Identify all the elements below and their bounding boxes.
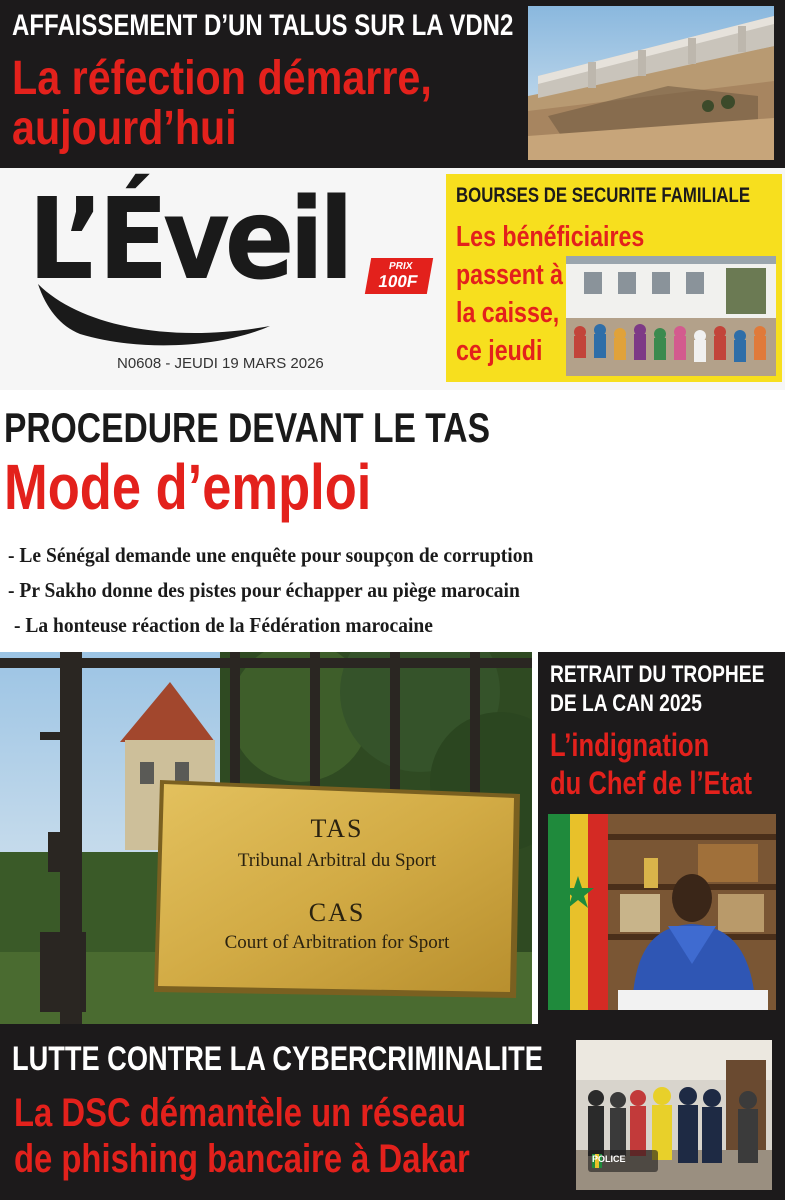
main-story-kicker: PROCEDURE DEVANT LE TAS <box>4 404 490 451</box>
police-arrest-photo <box>576 1040 772 1190</box>
plaque-line: CAS <box>308 898 366 927</box>
plaque-line: Tribunal Arbitral du Sport <box>237 850 437 871</box>
bourses-headline-line: ce jeudi <box>456 335 543 367</box>
vdn2-overpass-photo <box>528 6 774 160</box>
retrait-kicker: RETRAIT DU TROPHEE DE LA CAN 2025 <box>550 661 765 717</box>
bullet-item: - Pr Sakho donne des pistes pour échapper au piège marocain <box>8 578 520 602</box>
bourses-headline-line: Les bénéficiaires <box>456 221 645 253</box>
top-story-headline[interactable] <box>12 54 500 154</box>
bullet-item: - Le Sénégal demande une enquête pour soupçon de corruption <box>8 543 534 567</box>
president-photo <box>548 814 776 1010</box>
plaque-line: Court of Arbitration for Sport <box>224 932 450 953</box>
price-value: 100F <box>376 272 420 291</box>
bourses-story-box[interactable] <box>446 174 782 382</box>
price-badge <box>365 258 433 294</box>
crowd-photo <box>566 256 776 376</box>
price-label: PRIX <box>388 261 414 272</box>
police-logo-tag: POLICE <box>592 1154 626 1164</box>
top-story-banner[interactable] <box>0 0 785 168</box>
main-story-headline: Mode d’emploi <box>4 451 372 523</box>
logo-wordmark: L’Éveil <box>28 175 349 305</box>
plaque-line: TAS <box>310 814 364 843</box>
bourses-headline-line: la caisse, <box>456 297 560 329</box>
top-story-kicker: AFFAISSEMENT D’UN TALUS SUR LA VDN2 <box>12 9 514 42</box>
newspaper-logo[interactable] <box>20 176 440 376</box>
issue-date: N0608 - JEUDI 19 MARS 2026 <box>117 355 324 372</box>
retrait-headline: L’indignation du Chef de l’Etat <box>550 727 752 801</box>
main-story-bullets <box>8 538 573 643</box>
bourses-kicker: BOURSES DE SECURITE FAMILIALE <box>456 184 751 207</box>
bourses-headline-line: passent à <box>456 259 564 291</box>
bottom-story-headline: La DSC démantèle un réseau de phishing bancaire à Dakar <box>14 1091 470 1181</box>
top-headline-line-2: aujourd’hui <box>12 102 237 155</box>
bottom-story-kicker: LUTTE CONTRE LA CYBERCRIMINALITE <box>12 1040 543 1078</box>
bullet-item: - La honteuse réaction de la Fédération marocaine <box>14 613 433 637</box>
top-headline-line-1: La réfection démarre, <box>12 52 432 105</box>
